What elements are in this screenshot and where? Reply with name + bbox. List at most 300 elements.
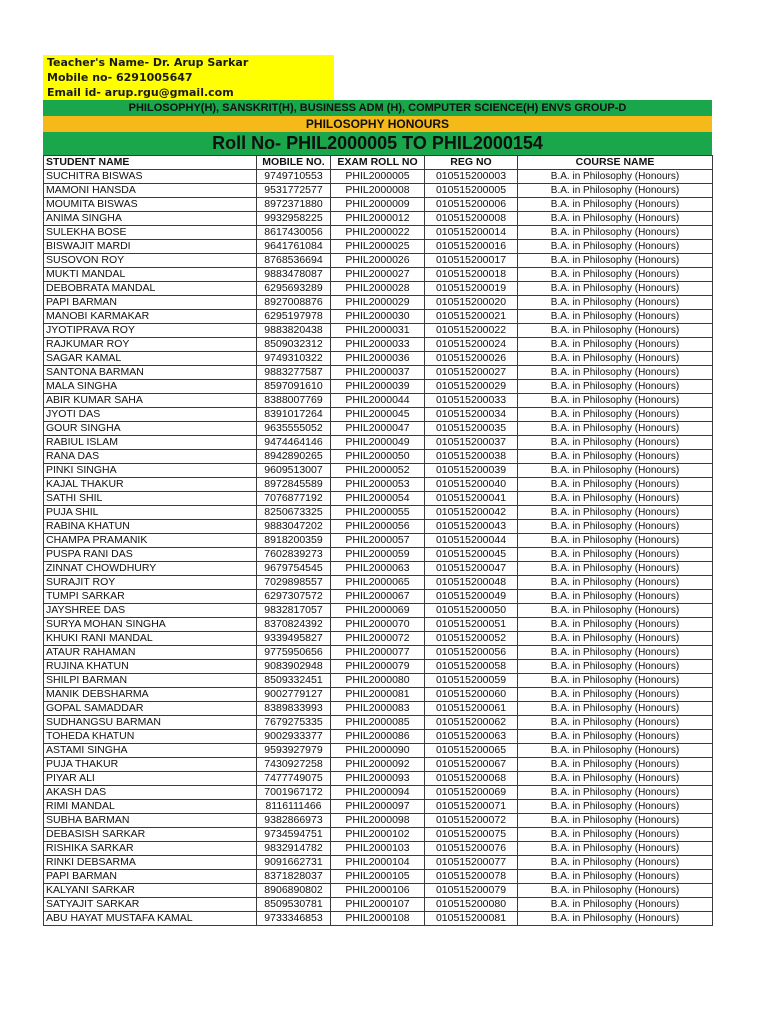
student-name-cell: RABIUL ISLAM	[44, 436, 257, 450]
student-name-cell: SURYA MOHAN SINGHA	[44, 618, 257, 632]
reg-no-cell: 010515200058	[425, 660, 518, 674]
table-row	[44, 380, 713, 394]
student-name-cell: PUJA SHIL	[44, 506, 257, 520]
mobile-cell: 9883478087	[257, 268, 331, 282]
course-name-cell: B.A. in Philosophy (Honours)	[518, 450, 713, 464]
student-name-cell: KHUKI RANI MANDAL	[44, 632, 257, 646]
reg-no-cell: 010515200043	[425, 520, 518, 534]
reg-no-cell: 010515200035	[425, 422, 518, 436]
table-row	[44, 548, 713, 562]
course-name-cell: B.A. in Philosophy (Honours)	[518, 394, 713, 408]
table-row	[44, 828, 713, 842]
student-name-cell: DEBOBRATA MANDAL	[44, 282, 257, 296]
reg-no-cell: 010515200021	[425, 310, 518, 324]
exam-roll-cell: PHIL2000044	[331, 394, 425, 408]
exam-roll-cell: PHIL2000055	[331, 506, 425, 520]
reg-no-cell: 010515200048	[425, 576, 518, 590]
table-row	[44, 338, 713, 352]
mobile-cell: 9002779127	[257, 688, 331, 702]
column-header-course: COURSE NAME	[518, 156, 713, 170]
course-name-cell: B.A. in Philosophy (Honours)	[518, 408, 713, 422]
mobile-cell: 8927008876	[257, 296, 331, 310]
course-name-cell: B.A. in Philosophy (Honours)	[518, 366, 713, 380]
student-name-cell: CHAMPA PRAMANIK	[44, 534, 257, 548]
course-name-cell: B.A. in Philosophy (Honours)	[518, 254, 713, 268]
mobile-cell: 7001967172	[257, 786, 331, 800]
student-name-cell: PAPI BARMAN	[44, 296, 257, 310]
student-name-cell: TOHEDA KHATUN	[44, 730, 257, 744]
student-name-cell: ABU HAYAT MUSTAFA KAMAL	[44, 912, 257, 926]
student-table	[43, 155, 713, 926]
exam-roll-cell: PHIL2000053	[331, 478, 425, 492]
course-name-cell: B.A. in Philosophy (Honours)	[518, 772, 713, 786]
mobile-cell: 8972845589	[257, 478, 331, 492]
mobile-cell: 8391017264	[257, 408, 331, 422]
exam-roll-cell: PHIL2000057	[331, 534, 425, 548]
course-name-cell: B.A. in Philosophy (Honours)	[518, 548, 713, 562]
mobile-cell: 7679275335	[257, 716, 331, 730]
mobile-cell: 8250673325	[257, 506, 331, 520]
course-name-cell: B.A. in Philosophy (Honours)	[518, 226, 713, 240]
mobile-cell: 8116111466	[257, 800, 331, 814]
student-name-cell: SANTONA BARMAN	[44, 366, 257, 380]
mobile-cell: 9474464146	[257, 436, 331, 450]
student-name-cell: TUMPI SARKAR	[44, 590, 257, 604]
exam-roll-cell: PHIL2000029	[331, 296, 425, 310]
honours-banner: PHILOSOPHY HONOURS	[43, 116, 712, 132]
student-name-cell: RISHIKA SARKAR	[44, 842, 257, 856]
exam-roll-cell: PHIL2000098	[331, 814, 425, 828]
mobile-cell: 9832914782	[257, 842, 331, 856]
reg-no-cell: 010515200061	[425, 702, 518, 716]
student-name-cell: MUKTI MANDAL	[44, 268, 257, 282]
table-row	[44, 492, 713, 506]
table-row	[44, 856, 713, 870]
course-name-cell: B.A. in Philosophy (Honours)	[518, 884, 713, 898]
reg-no-cell: 010515200033	[425, 394, 518, 408]
mobile-cell: 9749710553	[257, 170, 331, 184]
exam-roll-cell: PHIL2000045	[331, 408, 425, 422]
table-row	[44, 716, 713, 730]
mobile-cell: 7477749075	[257, 772, 331, 786]
student-name-cell: ANIMA SINGHA	[44, 212, 257, 226]
column-header-mobile: MOBILE NO.	[257, 156, 331, 170]
table-row	[44, 450, 713, 464]
course-name-cell: B.A. in Philosophy (Honours)	[518, 296, 713, 310]
table-row	[44, 912, 713, 926]
course-name-cell: B.A. in Philosophy (Honours)	[518, 338, 713, 352]
course-name-cell: B.A. in Philosophy (Honours)	[518, 478, 713, 492]
table-row	[44, 590, 713, 604]
table-row	[44, 688, 713, 702]
course-name-cell: B.A. in Philosophy (Honours)	[518, 660, 713, 674]
course-name-cell: B.A. in Philosophy (Honours)	[518, 422, 713, 436]
reg-no-cell: 010515200019	[425, 282, 518, 296]
exam-roll-cell: PHIL2000072	[331, 632, 425, 646]
table-row	[44, 352, 713, 366]
course-name-cell: B.A. in Philosophy (Honours)	[518, 618, 713, 632]
table-row	[44, 884, 713, 898]
table-row	[44, 562, 713, 576]
course-name-cell: B.A. in Philosophy (Honours)	[518, 800, 713, 814]
exam-roll-cell: PHIL2000069	[331, 604, 425, 618]
reg-no-cell: 010515200005	[425, 184, 518, 198]
student-name-cell: SUSOVON ROY	[44, 254, 257, 268]
mobile-cell: 9091662731	[257, 856, 331, 870]
course-name-cell: B.A. in Philosophy (Honours)	[518, 590, 713, 604]
student-rows	[44, 170, 713, 926]
table-row	[44, 870, 713, 884]
student-name-cell: ZINNAT CHOWDHURY	[44, 562, 257, 576]
table-row	[44, 800, 713, 814]
course-name-cell: B.A. in Philosophy (Honours)	[518, 268, 713, 282]
student-name-cell: DEBASISH SARKAR	[44, 828, 257, 842]
table-row	[44, 786, 713, 800]
student-name-cell: RABINA KHATUN	[44, 520, 257, 534]
course-name-cell: B.A. in Philosophy (Honours)	[518, 520, 713, 534]
table-row	[44, 184, 713, 198]
course-name-cell: B.A. in Philosophy (Honours)	[518, 744, 713, 758]
teacher-name: Teacher's Name- Dr. Arup Sarkar	[47, 56, 249, 69]
table-row	[44, 814, 713, 828]
table-row	[44, 464, 713, 478]
mobile-cell: 9733346853	[257, 912, 331, 926]
mobile-cell: 9531772577	[257, 184, 331, 198]
table-row	[44, 646, 713, 660]
exam-roll-cell: PHIL2000108	[331, 912, 425, 926]
reg-no-cell: 010515200037	[425, 436, 518, 450]
course-name-cell: B.A. in Philosophy (Honours)	[518, 310, 713, 324]
mobile-cell: 9609513007	[257, 464, 331, 478]
table-row	[44, 660, 713, 674]
exam-roll-cell: PHIL2000033	[331, 338, 425, 352]
reg-no-cell: 010515200006	[425, 198, 518, 212]
reg-no-cell: 010515200027	[425, 366, 518, 380]
reg-no-cell: 010515200068	[425, 772, 518, 786]
table-row	[44, 576, 713, 590]
reg-no-cell: 010515200045	[425, 548, 518, 562]
reg-no-cell: 010515200076	[425, 842, 518, 856]
student-name-cell: SUBHA BARMAN	[44, 814, 257, 828]
student-name-cell: SATHI SHIL	[44, 492, 257, 506]
table-header-row	[44, 156, 713, 170]
mobile-cell: 8972371880	[257, 198, 331, 212]
reg-no-cell: 010515200020	[425, 296, 518, 310]
table-row	[44, 226, 713, 240]
mobile-cell: 9883277587	[257, 366, 331, 380]
reg-no-cell: 010515200040	[425, 478, 518, 492]
course-name-cell: B.A. in Philosophy (Honours)	[518, 912, 713, 926]
mobile-cell: 8389833993	[257, 702, 331, 716]
reg-no-cell: 010515200059	[425, 674, 518, 688]
student-name-cell: BISWAJIT MARDI	[44, 240, 257, 254]
student-name-cell: MANIK DEBSHARMA	[44, 688, 257, 702]
teacher-mobile: Mobile no- 6291005647	[47, 71, 193, 84]
subjects-banner: PHILOSOPHY(H), SANSKRIT(H), BUSINESS ADM (H), COMPUTER SCIENCE(H) ENVS GROUP-D	[43, 100, 712, 116]
mobile-cell: 9382866973	[257, 814, 331, 828]
table-row	[44, 170, 713, 184]
table-row	[44, 240, 713, 254]
exam-roll-cell: PHIL2000102	[331, 828, 425, 842]
student-name-cell: RINKI DEBSARMA	[44, 856, 257, 870]
course-name-cell: B.A. in Philosophy (Honours)	[518, 786, 713, 800]
student-name-cell: PINKI SINGHA	[44, 464, 257, 478]
reg-no-cell: 010515200039	[425, 464, 518, 478]
table-row	[44, 422, 713, 436]
table-row	[44, 730, 713, 744]
table-row	[44, 394, 713, 408]
course-name-cell: B.A. in Philosophy (Honours)	[518, 212, 713, 226]
table-row	[44, 604, 713, 618]
course-name-cell: B.A. in Philosophy (Honours)	[518, 702, 713, 716]
table-row	[44, 744, 713, 758]
reg-no-cell: 010515200024	[425, 338, 518, 352]
column-header-reg-no: REG NO	[425, 156, 518, 170]
student-name-cell: PUJA THAKUR	[44, 758, 257, 772]
student-name-cell: RAJKUMAR ROY	[44, 338, 257, 352]
table-row	[44, 254, 713, 268]
exam-roll-cell: PHIL2000037	[331, 366, 425, 380]
mobile-cell: 9883820438	[257, 324, 331, 338]
table-row	[44, 506, 713, 520]
teacher-email: Email id- arup.rgu@gmail.com	[47, 86, 234, 99]
course-name-cell: B.A. in Philosophy (Honours)	[518, 856, 713, 870]
mobile-cell: 9775950656	[257, 646, 331, 660]
exam-roll-cell: PHIL2000030	[331, 310, 425, 324]
course-name-cell: B.A. in Philosophy (Honours)	[518, 604, 713, 618]
exam-roll-cell: PHIL2000070	[331, 618, 425, 632]
reg-no-cell: 010515200071	[425, 800, 518, 814]
reg-no-cell: 010515200060	[425, 688, 518, 702]
table-row	[44, 772, 713, 786]
mobile-cell: 6297307572	[257, 590, 331, 604]
exam-roll-cell: PHIL2000085	[331, 716, 425, 730]
course-name-cell: B.A. in Philosophy (Honours)	[518, 828, 713, 842]
reg-no-cell: 010515200075	[425, 828, 518, 842]
exam-roll-cell: PHIL2000031	[331, 324, 425, 338]
reg-no-cell: 010515200038	[425, 450, 518, 464]
student-name-cell: MAMONI HANSDA	[44, 184, 257, 198]
student-name-cell: JYOTI DAS	[44, 408, 257, 422]
student-name-cell: MALA SINGHA	[44, 380, 257, 394]
table-row	[44, 842, 713, 856]
mobile-cell: 8768536694	[257, 254, 331, 268]
course-name-cell: B.A. in Philosophy (Honours)	[518, 184, 713, 198]
reg-no-cell: 010515200047	[425, 562, 518, 576]
table-row	[44, 212, 713, 226]
table-row	[44, 674, 713, 688]
mobile-cell: 8918200359	[257, 534, 331, 548]
student-name-cell: MOUMITA BISWAS	[44, 198, 257, 212]
mobile-cell: 9679754545	[257, 562, 331, 576]
reg-no-cell: 010515200081	[425, 912, 518, 926]
course-name-cell: B.A. in Philosophy (Honours)	[518, 492, 713, 506]
reg-no-cell: 010515200052	[425, 632, 518, 646]
student-name-cell: JAYSHREE DAS	[44, 604, 257, 618]
student-name-cell: JYOTIPRAVA ROY	[44, 324, 257, 338]
mobile-cell: 8509332451	[257, 674, 331, 688]
course-name-cell: B.A. in Philosophy (Honours)	[518, 170, 713, 184]
exam-roll-cell: PHIL2000097	[331, 800, 425, 814]
table-row	[44, 408, 713, 422]
exam-roll-cell: PHIL2000056	[331, 520, 425, 534]
student-name-cell: ATAUR RAHAMAN	[44, 646, 257, 660]
reg-no-cell: 010515200029	[425, 380, 518, 394]
mobile-cell: 8597091610	[257, 380, 331, 394]
roll-range-banner: Roll No- PHIL2000005 TO PHIL2000154	[43, 132, 712, 155]
student-name-cell: SATYAJIT SARKAR	[44, 898, 257, 912]
mobile-cell: 8370824392	[257, 618, 331, 632]
exam-roll-cell: PHIL2000036	[331, 352, 425, 366]
exam-roll-cell: PHIL2000047	[331, 422, 425, 436]
exam-roll-cell: PHIL2000054	[331, 492, 425, 506]
exam-roll-cell: PHIL2000063	[331, 562, 425, 576]
student-name-cell: GOUR SINGHA	[44, 422, 257, 436]
reg-no-cell: 010515200017	[425, 254, 518, 268]
mobile-cell: 7076877192	[257, 492, 331, 506]
course-name-cell: B.A. in Philosophy (Honours)	[518, 758, 713, 772]
reg-no-cell: 010515200003	[425, 170, 518, 184]
exam-roll-cell: PHIL2000039	[331, 380, 425, 394]
mobile-cell: 9734594751	[257, 828, 331, 842]
course-name-cell: B.A. in Philosophy (Honours)	[518, 814, 713, 828]
table-row	[44, 632, 713, 646]
table-row	[44, 702, 713, 716]
exam-roll-cell: PHIL2000005	[331, 170, 425, 184]
mobile-cell: 7602839273	[257, 548, 331, 562]
table-row	[44, 198, 713, 212]
mobile-cell: 9002933377	[257, 730, 331, 744]
student-name-cell: SAGAR KAMAL	[44, 352, 257, 366]
exam-roll-cell: PHIL2000077	[331, 646, 425, 660]
student-name-cell: KALYANI SARKAR	[44, 884, 257, 898]
table-row	[44, 520, 713, 534]
table-row	[44, 436, 713, 450]
reg-no-cell: 010515200072	[425, 814, 518, 828]
student-name-cell: KAJAL THAKUR	[44, 478, 257, 492]
course-name-cell: B.A. in Philosophy (Honours)	[518, 898, 713, 912]
table-row	[44, 282, 713, 296]
table-row	[44, 296, 713, 310]
column-header-exam-roll: EXAM ROLL NO	[331, 156, 425, 170]
table-row	[44, 324, 713, 338]
exam-roll-cell: PHIL2000083	[331, 702, 425, 716]
student-name-cell: ABIR KUMAR SAHA	[44, 394, 257, 408]
mobile-cell: 9832817057	[257, 604, 331, 618]
exam-roll-cell: PHIL2000050	[331, 450, 425, 464]
student-name-cell: PIYAR ALI	[44, 772, 257, 786]
exam-roll-cell: PHIL2000059	[331, 548, 425, 562]
course-name-cell: B.A. in Philosophy (Honours)	[518, 240, 713, 254]
exam-roll-cell: PHIL2000009	[331, 198, 425, 212]
reg-no-cell: 010515200049	[425, 590, 518, 604]
mobile-cell: 8509032312	[257, 338, 331, 352]
exam-roll-cell: PHIL2000012	[331, 212, 425, 226]
course-name-cell: B.A. in Philosophy (Honours)	[518, 436, 713, 450]
mobile-cell: 8371828037	[257, 870, 331, 884]
reg-no-cell: 010515200014	[425, 226, 518, 240]
exam-roll-cell: PHIL2000080	[331, 674, 425, 688]
exam-roll-cell: PHIL2000092	[331, 758, 425, 772]
course-name-cell: B.A. in Philosophy (Honours)	[518, 716, 713, 730]
course-name-cell: B.A. in Philosophy (Honours)	[518, 730, 713, 744]
student-name-cell: RIMI MANDAL	[44, 800, 257, 814]
reg-no-cell: 010515200026	[425, 352, 518, 366]
reg-no-cell: 010515200018	[425, 268, 518, 282]
mobile-cell: 6295197978	[257, 310, 331, 324]
course-name-cell: B.A. in Philosophy (Honours)	[518, 870, 713, 884]
mobile-cell: 8388007769	[257, 394, 331, 408]
exam-roll-cell: PHIL2000065	[331, 576, 425, 590]
reg-no-cell: 010515200078	[425, 870, 518, 884]
mobile-cell: 9593927979	[257, 744, 331, 758]
mobile-cell: 9641761084	[257, 240, 331, 254]
course-name-cell: B.A. in Philosophy (Honours)	[518, 576, 713, 590]
table-row	[44, 366, 713, 380]
student-name-cell: MANOBI KARMAKAR	[44, 310, 257, 324]
reg-no-cell: 010515200050	[425, 604, 518, 618]
student-name-cell: SULEKHA BOSE	[44, 226, 257, 240]
reg-no-cell: 010515200016	[425, 240, 518, 254]
mobile-cell: 9083902948	[257, 660, 331, 674]
course-name-cell: B.A. in Philosophy (Honours)	[518, 352, 713, 366]
reg-no-cell: 010515200063	[425, 730, 518, 744]
column-header-student-name: STUDENT NAME	[44, 156, 257, 170]
table-row	[44, 534, 713, 548]
student-name-cell: AKASH DAS	[44, 786, 257, 800]
course-name-cell: B.A. in Philosophy (Honours)	[518, 688, 713, 702]
course-name-cell: B.A. in Philosophy (Honours)	[518, 380, 713, 394]
mobile-cell: 9635555052	[257, 422, 331, 436]
table-row	[44, 310, 713, 324]
mobile-cell: 8617430056	[257, 226, 331, 240]
exam-roll-cell: PHIL2000106	[331, 884, 425, 898]
reg-no-cell: 010515200062	[425, 716, 518, 730]
mobile-cell: 9883047202	[257, 520, 331, 534]
course-name-cell: B.A. in Philosophy (Honours)	[518, 198, 713, 212]
mobile-cell: 9932958225	[257, 212, 331, 226]
exam-roll-cell: PHIL2000049	[331, 436, 425, 450]
exam-roll-cell: PHIL2000026	[331, 254, 425, 268]
mobile-cell: 9339495827	[257, 632, 331, 646]
reg-no-cell: 010515200008	[425, 212, 518, 226]
table-row	[44, 758, 713, 772]
course-name-cell: B.A. in Philosophy (Honours)	[518, 282, 713, 296]
table-row	[44, 268, 713, 282]
student-name-cell: SURAJIT ROY	[44, 576, 257, 590]
exam-roll-cell: PHIL2000025	[331, 240, 425, 254]
course-name-cell: B.A. in Philosophy (Honours)	[518, 842, 713, 856]
mobile-cell: 8942890265	[257, 450, 331, 464]
course-name-cell: B.A. in Philosophy (Honours)	[518, 646, 713, 660]
exam-roll-cell: PHIL2000094	[331, 786, 425, 800]
exam-roll-cell: PHIL2000090	[331, 744, 425, 758]
course-name-cell: B.A. in Philosophy (Honours)	[518, 632, 713, 646]
student-name-cell: SUCHITRA BISWAS	[44, 170, 257, 184]
exam-roll-cell: PHIL2000022	[331, 226, 425, 240]
course-name-cell: B.A. in Philosophy (Honours)	[518, 506, 713, 520]
reg-no-cell: 010515200022	[425, 324, 518, 338]
exam-roll-cell: PHIL2000008	[331, 184, 425, 198]
exam-roll-cell: PHIL2000105	[331, 870, 425, 884]
course-name-cell: B.A. in Philosophy (Honours)	[518, 464, 713, 478]
course-name-cell: B.A. in Philosophy (Honours)	[518, 674, 713, 688]
exam-roll-cell: PHIL2000103	[331, 842, 425, 856]
reg-no-cell: 010515200067	[425, 758, 518, 772]
reg-no-cell: 010515200034	[425, 408, 518, 422]
reg-no-cell: 010515200069	[425, 786, 518, 800]
exam-roll-cell: PHIL2000079	[331, 660, 425, 674]
